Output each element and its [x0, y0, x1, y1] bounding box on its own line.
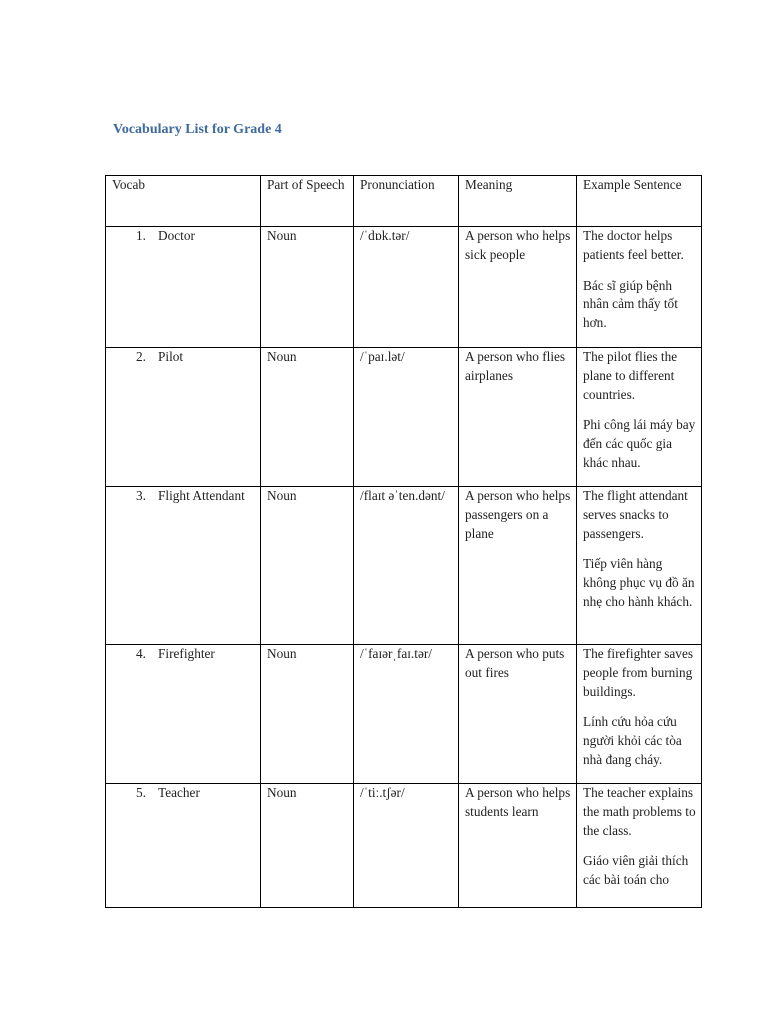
header-part-of-speech: Part of Speech [261, 176, 354, 227]
meaning-cell: A person who flies airplanes [459, 348, 577, 487]
document-title: Vocabulary List for Grade 4 [113, 122, 282, 137]
part-of-speech-cell: Noun [261, 348, 354, 487]
example-english: The teacher explains the math problems to the class. [583, 785, 696, 838]
meaning-cell: A person who helps sick people [459, 227, 577, 348]
meaning-cell: A person who puts out fires [459, 645, 577, 784]
pronunciation-cell: /ˈtiː.tʃər/ [354, 784, 459, 908]
item-number: 1. [136, 228, 146, 243]
pronunciation-cell: /ˈfaɪərˌfaɪ.tər/ [354, 645, 459, 784]
example-english: The firefighter saves people from burning buildings. [583, 646, 694, 699]
vocabulary-table [105, 175, 702, 908]
table-row [106, 227, 702, 348]
pronunciation-cell: /ˈpaɪ.lət/ [354, 348, 459, 487]
vocab-word: Flight Attendant [158, 488, 245, 503]
example-vietnamese: Giáo viên giải thích các bài toán cho [583, 853, 689, 888]
vocab-cell [106, 227, 261, 348]
example-vietnamese: Phi công lái máy bay đến các quốc gia khác nhau. [583, 417, 696, 470]
vocab-word: Pilot [158, 349, 184, 364]
example-cell [577, 784, 702, 908]
meaning-cell: A person who helps students learn [459, 784, 577, 908]
item-number: 3. [136, 488, 146, 503]
table-row [106, 784, 702, 908]
table-row [106, 487, 702, 645]
item-number: 2. [136, 349, 146, 364]
example-vietnamese: Lính cứu hỏa cứu người khỏi các tòa nhà đang cháy. [583, 714, 682, 767]
table-row [106, 645, 702, 784]
example-english: The flight attendant serves snacks to passengers. [583, 488, 688, 541]
item-number: 4. [136, 646, 146, 661]
example-cell [577, 348, 702, 487]
meaning-cell: A person who helps passengers on a plane [459, 487, 577, 645]
example-cell [577, 487, 702, 645]
vocab-cell [106, 348, 261, 487]
header-pronunciation: Pronunciation [354, 176, 459, 227]
example-english: The doctor helps patients feel better. [583, 228, 684, 262]
vocab-cell [106, 645, 261, 784]
vocab-cell [106, 784, 261, 908]
vocab-word: Firefighter [158, 646, 215, 661]
item-number: 5. [136, 785, 146, 800]
part-of-speech-cell: Noun [261, 487, 354, 645]
vocab-word: Doctor [158, 228, 195, 243]
example-cell [577, 227, 702, 348]
header-meaning: Meaning [459, 176, 577, 227]
part-of-speech-cell: Noun [261, 645, 354, 784]
part-of-speech-cell: Noun [261, 784, 354, 908]
example-cell [577, 645, 702, 784]
header-example-sentence: Example Sentence [577, 176, 702, 227]
example-vietnamese: Bác sĩ giúp bệnh nhân cảm thấy tốt hơn. [583, 277, 678, 331]
vocab-word: Teacher [158, 785, 200, 800]
pronunciation-cell: /flaɪt əˈten.dənt/ [354, 487, 459, 645]
pronunciation-cell: /ˈdɒk.tər/ [354, 227, 459, 348]
table-header-row [106, 176, 702, 227]
header-vocab: Vocab [106, 176, 261, 227]
example-english: The pilot flies the plane to different countries. [583, 349, 678, 402]
example-vietnamese: Tiếp viên hàng không phục vụ đồ ăn nhẹ cho hành khách. [583, 556, 695, 609]
table-row [106, 348, 702, 487]
part-of-speech-cell: Noun [261, 227, 354, 348]
vocab-cell [106, 487, 261, 645]
